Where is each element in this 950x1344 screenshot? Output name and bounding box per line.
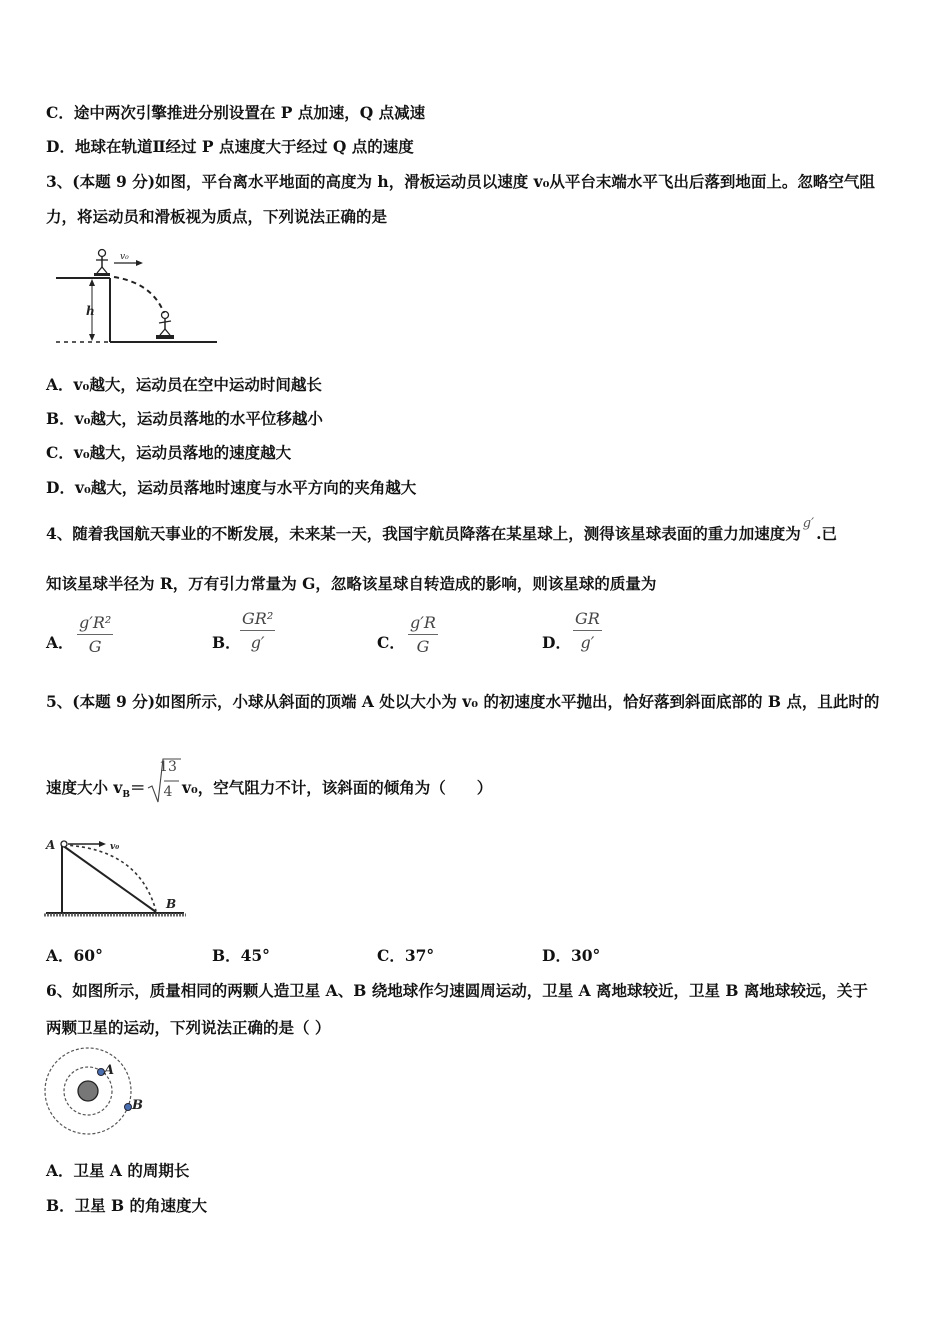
- q6-option-b: B．卫星 B 的角速度大: [46, 1196, 207, 1215]
- q5-sqrt-denominator: 4: [163, 784, 173, 800]
- q3-fig-h-label: h: [86, 304, 95, 318]
- q5-sqrt-numerator: 13: [159, 759, 177, 775]
- q5-fig-point-a: A: [46, 838, 56, 852]
- q5-option-b: B．45°: [212, 946, 270, 965]
- q6-fig-satellite-a: A: [104, 1063, 115, 1078]
- q5-stem-line2-pre: 速度大小 $v_B=$: [46, 778, 146, 801]
- q5-stem-line2-post: v₀，空气阻力不计，该斜面的倾角为（ ）: [182, 778, 493, 797]
- q4-stem-line1: 4、随着我国航天事业的不断发展，未来某一天，我国宇航员降落在某星球上，测得该星球表面的重力加速度为$^{g'}$.已: [46, 516, 837, 543]
- q2-option-c: C．途中两次引擎推进分别设置在 P 点加速，Q 点减速: [46, 103, 426, 122]
- q4-stem-line2: 知该星球半径为 R，万有引力常量为 G，忽略该星球自转造成的影响，则该星球的质量为: [46, 574, 657, 593]
- q4-option-d-fraction: $\frac{GR}{g'}$: [575, 609, 600, 652]
- q3-fig-v0-label: v₀: [120, 252, 129, 262]
- q3-option-d: D．v₀越大，运动员落地时速度与水平方向的夹角越大: [46, 478, 417, 497]
- q3-option-b: B．v₀越大，运动员落地的水平位移越小: [46, 409, 323, 428]
- q5-option-d: D．30°: [542, 946, 601, 965]
- q3-stem-line2: 力，将运动员和滑板视为质点，下列说法正确的是: [46, 207, 388, 226]
- q3-option-a: A．v₀越大，运动员在空中运动时间越长: [46, 375, 322, 394]
- q5-option-c: C．37°: [377, 946, 435, 965]
- q4-option-a-fraction: $\frac{\text{g′R²}}{G}$: [79, 613, 112, 656]
- q6-stem-line1: 6、如图所示，质量相同的两颗人造卫星 A、B 绕地球作匀速圆周运动，卫星 A 离地球较近，卫星 B 离地球较远，关于: [46, 981, 868, 1000]
- q6-fig-satellite-b: B: [132, 1098, 143, 1113]
- q5-fig-v0-label: v₀: [110, 842, 120, 852]
- q3-option-c: C．v₀越大，运动员落地的速度越大: [46, 443, 292, 462]
- q6-figure-orbits: [40, 1045, 160, 1140]
- q6-option-a: A．卫星 A 的周期长: [46, 1161, 190, 1180]
- q4-option-c-label: C．: [377, 633, 405, 652]
- q4-option-d-label: D．: [542, 633, 571, 652]
- q2-option-d: D．地球在轨道Ⅱ经过 P 点速度大于经过 Q 点的速度: [46, 137, 414, 156]
- q6-stem-line2: 两颗卫星的运动，下列说法正确的是（ ）: [46, 1018, 331, 1037]
- q5-figure-incline: [44, 835, 189, 925]
- q4-g-prime-symbol: g′: [802, 516, 815, 531]
- q4-option-c-fraction: $\frac{g'R}{G}$: [410, 613, 436, 656]
- q4-option-b-label: B．: [212, 633, 241, 652]
- q5-fig-point-b: B: [166, 897, 177, 911]
- q3-stem-line1: 3、(本题 9 分)如图，平台离水平地面的高度为 h，滑板运动员以速度 v₀从平台末端水平飞出后落到地面上。忽略空气阻: [46, 172, 875, 191]
- q4-option-b-fraction: $\frac{\text{GR²}}{g'}$: [242, 609, 274, 652]
- q4-option-a-label: A．: [46, 633, 74, 652]
- q5-stem-line1: 5、(本题 9 分)如图所示，小球从斜面的顶端 A 处以大小为 v₀ 的初速度水平抛出，恰好落到斜面底部的 B 点，且此时的: [46, 692, 880, 711]
- q5-option-a: A．60°: [46, 946, 103, 965]
- q3-figure-skateboard: [52, 245, 222, 350]
